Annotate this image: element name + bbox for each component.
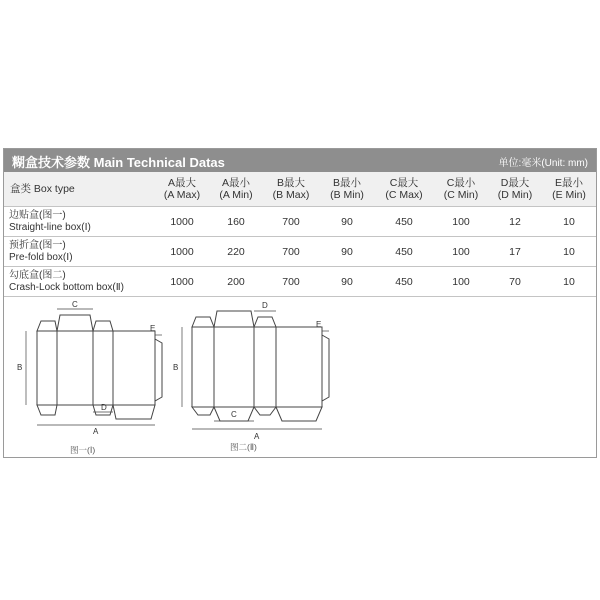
header-bottom: (C Max)	[385, 189, 423, 201]
value-cell: 90	[320, 267, 374, 297]
value-cell: 10	[542, 207, 596, 237]
value-cell: 100	[434, 267, 488, 297]
value-cell: 10	[542, 267, 596, 297]
header-top: D最大	[500, 177, 530, 189]
header-bottom: (B Max)	[272, 189, 310, 201]
value-cell: 100	[434, 207, 488, 237]
box-type-en: Straight-line box(Ⅰ)	[9, 221, 91, 233]
column-header	[434, 172, 488, 207]
header-top: A最大	[167, 177, 196, 189]
value-cell: 700	[262, 237, 320, 267]
header-top: B最大	[276, 177, 305, 189]
header-top: C最小	[446, 177, 476, 189]
spec-table	[4, 172, 596, 297]
value-cell: 1000	[154, 207, 210, 237]
value-cell: 12	[488, 207, 542, 237]
header-top: A最小	[221, 177, 250, 189]
fig2-label-c: C	[231, 410, 237, 419]
technical-data-sheet	[3, 148, 597, 458]
column-header	[488, 172, 542, 207]
fig2-label-b: B	[173, 363, 179, 372]
table-row	[4, 207, 596, 237]
figure-1-drawing	[37, 315, 162, 419]
box-type-cn: 预折盒(图一)	[9, 239, 66, 251]
column-header	[374, 172, 434, 207]
box-type-en: Crash-Lock bottom box(Ⅱ)	[9, 281, 124, 293]
header-top: E最小	[554, 177, 583, 189]
sheet-title: 糊盒技术参数 Main Technical Datas	[12, 155, 225, 170]
box-type-cell	[4, 237, 154, 267]
table-row	[4, 237, 596, 267]
fig1-label-b: B	[17, 363, 23, 372]
fig2-label-e: E	[316, 320, 322, 329]
fig1-label-a: A	[93, 427, 99, 436]
header-bottom: (A Max)	[163, 189, 201, 201]
value-cell: 450	[374, 207, 434, 237]
column-header	[320, 172, 374, 207]
value-cell: 90	[320, 237, 374, 267]
value-cell: 160	[210, 207, 262, 237]
column-header	[262, 172, 320, 207]
value-cell: 1000	[154, 237, 210, 267]
table-header-row	[4, 172, 596, 207]
table-row	[4, 267, 596, 297]
figure-2-caption: 图二(Ⅱ)	[230, 442, 257, 452]
box-type-en: Pre-fold box(Ⅰ)	[9, 251, 73, 263]
value-cell: 90	[320, 207, 374, 237]
fig1-label-e: E	[150, 324, 156, 333]
fig1-label-d: D	[101, 403, 107, 412]
value-cell: 700	[262, 267, 320, 297]
header-bottom: (B Min)	[330, 189, 364, 201]
figure-2-drawing	[192, 311, 329, 421]
box-diagrams	[4, 297, 596, 457]
box-type-cell	[4, 207, 154, 237]
fig1-label-c: C	[72, 300, 78, 309]
value-cell: 10	[542, 237, 596, 267]
figure-1-caption: 图一(Ⅰ)	[70, 445, 96, 455]
title-bar	[4, 149, 596, 172]
column-header	[4, 172, 154, 207]
header-bottom: (D Min)	[497, 189, 533, 201]
header-bottom: (E Min)	[552, 189, 586, 201]
column-header	[210, 172, 262, 207]
figure-2-dimension-lines	[182, 311, 329, 429]
value-cell: 70	[488, 267, 542, 297]
value-cell: 100	[434, 237, 488, 267]
fig2-label-a: A	[254, 432, 260, 441]
header-top: B最小	[332, 177, 361, 189]
value-cell: 200	[210, 267, 262, 297]
column-header	[154, 172, 210, 207]
box-type-cell	[4, 267, 154, 297]
value-cell: 700	[262, 207, 320, 237]
value-cell: 450	[374, 237, 434, 267]
value-cell: 450	[374, 267, 434, 297]
unit-label: 单位:毫米(Unit: mm)	[498, 158, 588, 169]
box-type-cn: 勾底盒(图二)	[9, 269, 66, 281]
value-cell: 220	[210, 237, 262, 267]
header-bottom: (C Min)	[443, 189, 479, 201]
column-header	[542, 172, 596, 207]
box-type-cn: 边贴盒(图一)	[9, 209, 66, 221]
header-top: C最大	[389, 177, 419, 189]
header-top: 盒类 Box type	[10, 183, 75, 195]
value-cell: 17	[488, 237, 542, 267]
header-bottom: (A Min)	[219, 189, 253, 201]
value-cell: 1000	[154, 267, 210, 297]
fig2-label-d: D	[262, 301, 268, 310]
